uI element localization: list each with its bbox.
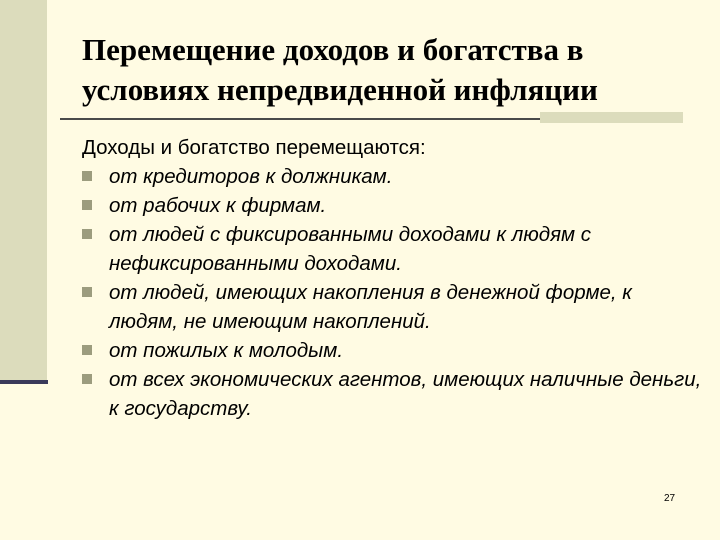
square-bullet-icon: [82, 171, 92, 181]
bullet-text: от пожилых к молодым.: [109, 339, 344, 362]
bullet-text: от людей с фиксированными доходами к людям с нефиксированными доходами.: [109, 223, 592, 275]
bullet-text: от всех экономических агентов, имеющих наличные деньги, к государству.: [109, 368, 702, 420]
square-bullet-icon: [82, 229, 92, 239]
slide-content: [82, 133, 702, 423]
intro-text: Доходы и богатство перемещаются:: [82, 136, 426, 159]
slide-title: Перемещение доходов и богатства в условиях непредвиденной инфляции: [82, 32, 598, 107]
square-bullet-icon: [82, 287, 92, 297]
bullet-item: [82, 162, 702, 191]
title-accent-block: [540, 112, 683, 123]
square-bullet-icon: [82, 200, 92, 210]
square-bullet-icon: [82, 374, 92, 384]
bullet-text: от рабочих к фирмам.: [109, 194, 327, 217]
title-divider: [60, 118, 540, 120]
bullet-text: от людей, имеющих накопления в денежной форме, к людям, не имеющим накоплений.: [109, 281, 632, 333]
page-number: 27: [664, 493, 676, 504]
bullet-item: [82, 191, 702, 220]
left-decorative-underline: [0, 380, 48, 384]
bullet-item: [82, 220, 702, 278]
bullet-item: [82, 365, 702, 423]
bullet-list: [82, 162, 702, 423]
bullet-item: [82, 278, 702, 336]
bullet-item: [82, 336, 702, 365]
bullet-text: от кредиторов к должникам.: [109, 165, 393, 188]
left-decorative-band: [0, 0, 47, 383]
square-bullet-icon: [82, 345, 92, 355]
